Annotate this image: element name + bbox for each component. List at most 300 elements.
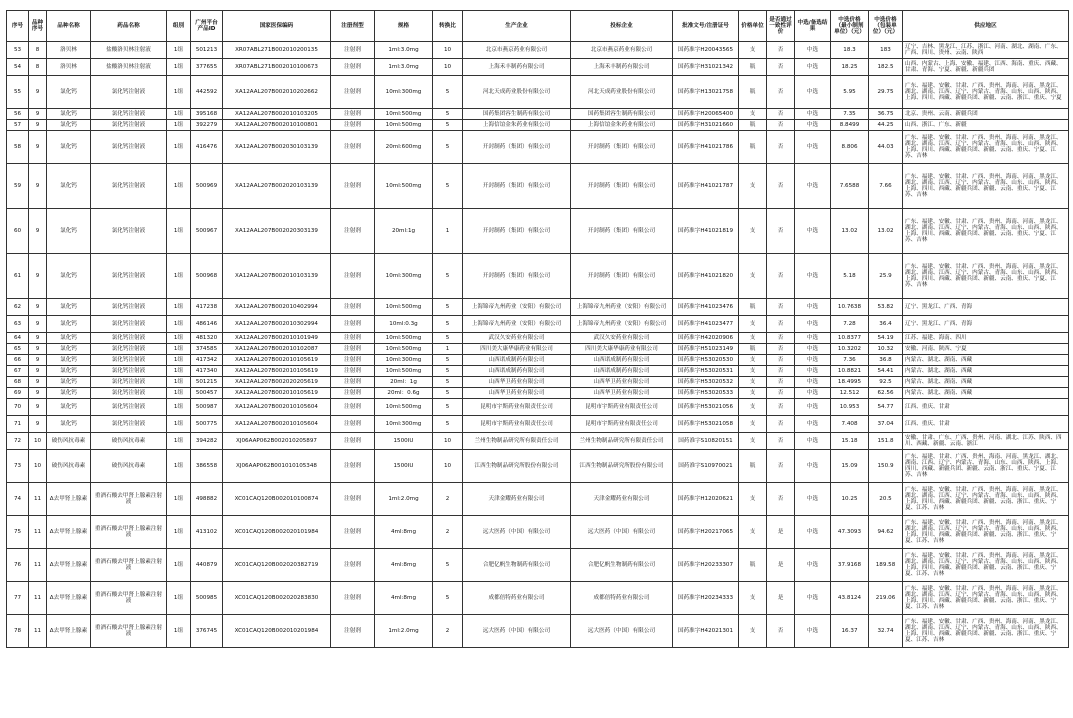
table-cell: 重酒石酸去甲肾上腺素注射液 — [91, 615, 167, 648]
table-cell: 盐酸洛贝林注射液 — [91, 59, 167, 76]
table-cell: 5 — [433, 254, 463, 299]
table-cell: 1组 — [167, 164, 191, 209]
table-cell: 氯化钙注射液 — [91, 299, 167, 316]
table-cell: 国药准字H41021787 — [673, 164, 739, 209]
table-cell: 7.35 — [831, 109, 869, 120]
table-cell: 否 — [767, 254, 795, 299]
table-cell: 5 — [433, 164, 463, 209]
table-cell: 国药准字H53020532 — [673, 377, 739, 388]
table-cell: 国药准字H20065400 — [673, 109, 739, 120]
table-row — [7, 316, 1069, 333]
table-cell: 9 — [29, 388, 47, 399]
table-row — [7, 42, 1069, 59]
table-cell: 25.9 — [869, 254, 903, 299]
table-cell: 洛贝林 — [47, 42, 91, 59]
table-cell: 辽宁、黑龙江、广西、青海 — [903, 316, 1069, 333]
table-cell: 开封制药（集团）有限公司 — [463, 131, 571, 164]
table-cell: 8.806 — [831, 131, 869, 164]
table-cell: XA12AAL207B002010101949 — [223, 333, 331, 344]
table-cell: 氯化钙注射液 — [91, 76, 167, 109]
table-cell: 国药准字H53020530 — [673, 355, 739, 366]
table-cell: 上海信谊金朱药业有限公司 — [463, 120, 571, 131]
table-cell: 9 — [29, 76, 47, 109]
table-cell: 否 — [767, 366, 795, 377]
table-row — [7, 549, 1069, 582]
table-cell: XC01CAQ120B002010201984 — [223, 615, 331, 648]
table-cell: 36.8 — [869, 355, 903, 366]
table-cell: 注射剂 — [331, 582, 375, 615]
table-cell: 内蒙古、湖北、湖南、西藏 — [903, 377, 1069, 388]
table-cell: XA12AAL207B002010103139 — [223, 254, 331, 299]
table-cell: 氯化钙 — [47, 109, 91, 120]
table-cell: 注射剂 — [331, 399, 375, 416]
table-cell: 否 — [767, 76, 795, 109]
table-cell: 18.25 — [831, 59, 869, 76]
table-cell: 氯化钙注射液 — [91, 254, 167, 299]
table-cell: 417340 — [191, 366, 223, 377]
table-cell: 安徽、甘肃、广东、广西、贵州、河南、湖北、江苏、陕西、四川、西藏、新疆、云南、浙江 — [903, 433, 1069, 450]
table-cell: 62.56 — [869, 388, 903, 399]
table-cell: 5 — [433, 333, 463, 344]
table-cell: 山西华卫药业有限公司 — [571, 377, 673, 388]
table-cell: 66 — [7, 355, 29, 366]
table-cell: 四川美大康华康药业有限公司 — [463, 344, 571, 355]
table-cell: 国药集团容生制药有限公司 — [463, 109, 571, 120]
table-cell: 瓶 — [739, 120, 767, 131]
table-cell: XA12AAL207B002010202662 — [223, 76, 331, 109]
table-cell: 兰州生物制品研究所有限责任公司 — [463, 433, 571, 450]
table-cell: 中选 — [795, 399, 831, 416]
table-cell: 394282 — [191, 433, 223, 450]
table-cell: 1组 — [167, 416, 191, 433]
table-cell: 77 — [7, 582, 29, 615]
table-cell: 392279 — [191, 120, 223, 131]
table-cell: 氯化钙注射液 — [91, 109, 167, 120]
table-cell: 9 — [29, 164, 47, 209]
table-cell: 10.3202 — [831, 344, 869, 355]
header-cell: 中选价格（包装单位）（元） — [869, 11, 903, 42]
table-cell: 63 — [7, 316, 29, 333]
table-cell: 1组 — [167, 299, 191, 316]
table-cell: 国药准字H20217065 — [673, 516, 739, 549]
table-cell: 中选 — [795, 316, 831, 333]
table-cell: 国药准字H51023149 — [673, 344, 739, 355]
table-cell: 盐酸洛贝林注射液 — [91, 42, 167, 59]
table-cell: 2 — [433, 483, 463, 516]
table-cell: 否 — [767, 299, 795, 316]
table-cell: 氯化钙注射液 — [91, 355, 167, 366]
table-cell: 500775 — [191, 416, 223, 433]
table-cell: 10 — [29, 433, 47, 450]
header-cell: 转换比 — [433, 11, 463, 42]
table-cell: 59 — [7, 164, 29, 209]
table-header — [7, 11, 1069, 42]
table-cell: XA12AAL207B002010103205 — [223, 109, 331, 120]
table-cell: 92.5 — [869, 377, 903, 388]
table-cell: 国药准字H12020621 — [673, 483, 739, 516]
table-cell: 广东、福建、安徽、甘肃、广西、贵州、海南、河南、黑龙江、湖北、湖南、江西、辽宁、内蒙古、青海、山东、山西、陕西、上海、四川、西藏、新疆兵团、新疆、云南、浙江、重庆、宁夏、江苏、吉林 — [903, 582, 1069, 615]
table-cell: 辽宁、黑龙江、广西、青海 — [903, 299, 1069, 316]
table-cell: 10ml:300mg — [375, 76, 433, 109]
table-cell: 1组 — [167, 42, 191, 59]
table-cell: 1组 — [167, 582, 191, 615]
table-cell: 破伤风抗毒素 — [47, 433, 91, 450]
table-cell: 是 — [767, 582, 795, 615]
table-cell: 5 — [433, 366, 463, 377]
table-cell: 支 — [739, 399, 767, 416]
table-cell: 否 — [767, 433, 795, 450]
table-cell: XA12AAL207B002010402994 — [223, 299, 331, 316]
table-cell: 瓶 — [739, 59, 767, 76]
table-cell: 广东、福建、安徽、甘肃、广西、贵州、海南、河南、黑龙江、湖北、湖南、江西、辽宁、内蒙古、青海、山东、山西、陕西、上海、四川、西藏、新疆兵团、新疆、云南、重庆、宁夏、江苏、吉林 — [903, 164, 1069, 209]
table-cell: 瓶 — [739, 549, 767, 582]
header-cell: 品种序号 — [29, 11, 47, 42]
table-cell: 7.66 — [869, 164, 903, 209]
table-cell: 374585 — [191, 344, 223, 355]
table-cell: XA12AAL207B002010105604 — [223, 399, 331, 416]
table-cell: 注射剂 — [331, 59, 375, 76]
table-cell: 注射剂 — [331, 164, 375, 209]
header-cell: 广州平台产品ID — [191, 11, 223, 42]
table-row — [7, 582, 1069, 615]
table-cell: 10ml:300mg — [375, 355, 433, 366]
header-cell: 是否通过一致性评价 — [767, 11, 795, 42]
table-cell: XJ06AAP062B002010205897 — [223, 433, 331, 450]
table-cell: 10.25 — [831, 483, 869, 516]
table-cell: XC01CAQ120B002020283830 — [223, 582, 331, 615]
table-cell: 500985 — [191, 582, 223, 615]
table-cell: 11 — [29, 483, 47, 516]
table-cell: 29.75 — [869, 76, 903, 109]
table-cell: 1组 — [167, 549, 191, 582]
table-cell: 瓶 — [739, 299, 767, 316]
table-cell: 5 — [433, 377, 463, 388]
table-row — [7, 416, 1069, 433]
table-cell: 5.95 — [831, 76, 869, 109]
table-cell: 山西、内蒙古、上海、安徽、福建、江西、海南、重庆、西藏、甘肃、青海、宁夏、新疆、新疆兵团 — [903, 59, 1069, 76]
table-cell: 61 — [7, 254, 29, 299]
table-row — [7, 164, 1069, 209]
table-cell: 1 — [433, 209, 463, 254]
table-cell: 43.8124 — [831, 582, 869, 615]
table-cell: 10ml:500mg — [375, 366, 433, 377]
table-cell: 500987 — [191, 399, 223, 416]
table-cell: 中选 — [795, 299, 831, 316]
table-cell: 1组 — [167, 366, 191, 377]
table-cell: 中选 — [795, 109, 831, 120]
table-cell: 10ml:500mg — [375, 299, 433, 316]
table-cell: 10ml:300mg — [375, 416, 433, 433]
table-cell: 78 — [7, 615, 29, 648]
table-cell: XA12AAL207B002010100801 — [223, 120, 331, 131]
table-cell: 4ml:8mg — [375, 582, 433, 615]
table-cell: 5 — [433, 416, 463, 433]
table-cell: 11 — [29, 516, 47, 549]
table-row — [7, 109, 1069, 120]
table-cell: 山西诺成制药有限公司 — [463, 355, 571, 366]
table-cell: 注射剂 — [331, 316, 375, 333]
table-cell: 国药准字H31021660 — [673, 120, 739, 131]
table-cell: 5 — [433, 76, 463, 109]
table-cell: 开封制药（集团）有限公司 — [571, 209, 673, 254]
table-row — [7, 299, 1069, 316]
table-cell: 10ml:500mg — [375, 399, 433, 416]
table-cell: 瓶 — [739, 131, 767, 164]
table-cell: 重酒石酸去甲肾上腺素注射液 — [91, 582, 167, 615]
table-cell: 上海锦帝九州药业（安阳）有限公司 — [463, 299, 571, 316]
table-cell: 1组 — [167, 433, 191, 450]
table-cell: 8 — [29, 59, 47, 76]
table-cell: 洛贝林 — [47, 59, 91, 76]
table-cell: 广东、福建、安徽、甘肃、广西、贵州、海南、河南、黑龙江、湖北、湖南、江西、辽宁、内蒙古、青海、山东、山西、陕西、上海、四川、西藏、新疆兵团、新疆、云南、浙江、重庆、宁夏、江苏、吉林 — [903, 483, 1069, 516]
table-cell: 7.36 — [831, 355, 869, 366]
table-cell: 支 — [739, 333, 767, 344]
table-cell: 广东、福建、甘肃、广西、贵州、海南、河南、黑龙江、湖北、湖南、江西、辽宁、内蒙古、青海、山东、山西、陕西、上海、四川、西藏、新疆兵团、新疆、云南、浙江、重庆、宁夏、江苏、吉林 — [903, 450, 1069, 483]
table-cell: XC01CAQ120B002010100874 — [223, 483, 331, 516]
table-cell: 否 — [767, 615, 795, 648]
table-cell: 417342 — [191, 355, 223, 366]
table-cell: 72 — [7, 433, 29, 450]
table-cell: 辽宁、吉林、黑龙江、江苏、浙江、河南、湖北、湖南、广东、广西、四川、贵州、云南、陕西 — [903, 42, 1069, 59]
table-cell: 氯化钙 — [47, 254, 91, 299]
table-cell: 国药准字H53021058 — [673, 416, 739, 433]
table-cell: 否 — [767, 344, 795, 355]
table-cell: 注射剂 — [331, 615, 375, 648]
table-cell: 破伤风抗毒素 — [91, 450, 167, 483]
header-cell: 国家医保编码 — [223, 11, 331, 42]
table-cell: 62 — [7, 299, 29, 316]
table-cell: 中选 — [795, 615, 831, 648]
table-cell: 成都倍特药业有限公司 — [571, 582, 673, 615]
table-cell: XA12AAL207B002030103139 — [223, 131, 331, 164]
table-cell: 破伤风抗毒素 — [47, 450, 91, 483]
table-cell: 支 — [739, 433, 767, 450]
table-cell: 189.58 — [869, 549, 903, 582]
table-cell: 广东、福建、安徽、甘肃、广西、贵州、海南、河南、黑龙江、湖北、湖南、江西、辽宁、内蒙古、青海、山东、山西、陕西、上海、四川、西藏、新疆兵团、新疆、云南、重庆、宁夏、江苏、吉林 — [903, 131, 1069, 164]
header-cell: 批准文号/注册证号 — [673, 11, 739, 42]
table-cell: 氯化钙 — [47, 355, 91, 366]
table-cell: 国药准字H41023476 — [673, 299, 739, 316]
table-cell: XR07ABL271B002010100673 — [223, 59, 331, 76]
table-cell: 注射剂 — [331, 516, 375, 549]
table-cell: 国药准字H13021758 — [673, 76, 739, 109]
table-cell: 10.7638 — [831, 299, 869, 316]
table-cell: 417238 — [191, 299, 223, 316]
table-cell: 破伤风抗毒素 — [91, 433, 167, 450]
table-cell: 500968 — [191, 254, 223, 299]
table-cell: XC01CAQ120B002020382719 — [223, 549, 331, 582]
table-cell: 中选 — [795, 355, 831, 366]
table-cell: 12.512 — [831, 388, 869, 399]
table-cell: 中选 — [795, 366, 831, 377]
table-cell: 注射剂 — [331, 549, 375, 582]
table-cell: 182.5 — [869, 59, 903, 76]
table-cell: 416476 — [191, 131, 223, 164]
table-cell: 广东、福建、安徽、甘肃、广西、贵州、海南、河南、黑龙江、湖北、湖南、江西、辽宁、内蒙古、青海、山东、山西、陕西、上海、四川、西藏、新疆兵团、新疆、云南、浙江、重庆、宁夏、江苏、吉林 — [903, 615, 1069, 648]
table-cell: 9 — [29, 316, 47, 333]
table-cell: 是 — [767, 549, 795, 582]
table-cell: XA12AAL207B002010105604 — [223, 416, 331, 433]
table-cell: 500967 — [191, 209, 223, 254]
table-cell: Δ去甲肾上腺素 — [47, 549, 91, 582]
table-cell: 5 — [433, 299, 463, 316]
table-cell: 150.9 — [869, 450, 903, 483]
table-cell: 1ml:2.0mg — [375, 483, 433, 516]
table-row — [7, 209, 1069, 254]
table-cell: 注射剂 — [331, 131, 375, 164]
table-cell: 否 — [767, 377, 795, 388]
table-cell: 中选 — [795, 42, 831, 59]
table-row — [7, 254, 1069, 299]
table-cell: 395168 — [191, 109, 223, 120]
table-cell: 国药准字H20233307 — [673, 549, 739, 582]
table-cell: 武汉久安药业有限公司 — [571, 333, 673, 344]
table-row — [7, 483, 1069, 516]
table-cell: 53 — [7, 42, 29, 59]
table-cell: 氯化钙注射液 — [91, 333, 167, 344]
table-cell: 中选 — [795, 209, 831, 254]
table-cell: 国药准字H41023477 — [673, 316, 739, 333]
table-cell: 10 — [433, 433, 463, 450]
table-cell: 20ml:1g — [375, 209, 433, 254]
table-cell: 注射剂 — [331, 377, 375, 388]
table-cell: 中选 — [795, 388, 831, 399]
table-cell: 486146 — [191, 316, 223, 333]
table-row — [7, 377, 1069, 388]
table-cell: 9 — [29, 399, 47, 416]
table-cell: 否 — [767, 483, 795, 516]
table-cell: 20ml：0.6g — [375, 388, 433, 399]
table-cell: 15.09 — [831, 450, 869, 483]
table-cell: 支 — [739, 164, 767, 209]
table-row — [7, 433, 1069, 450]
table-cell: 注射剂 — [331, 120, 375, 131]
header-cell: 中选/备选结果 — [795, 11, 831, 42]
table-cell: 上海禾丰制药有限公司 — [463, 59, 571, 76]
table-cell: 中选 — [795, 549, 831, 582]
table-row — [7, 388, 1069, 399]
table-cell: 11 — [29, 582, 47, 615]
table-cell: 否 — [767, 59, 795, 76]
table-cell: 氯化钙注射液 — [91, 316, 167, 333]
table-cell: 481320 — [191, 333, 223, 344]
table-cell: 江西生物制品研究所股份有限公司 — [463, 450, 571, 483]
table-cell: 71 — [7, 416, 29, 433]
table-cell: 支 — [739, 615, 767, 648]
table-cell: 1500IU — [375, 433, 433, 450]
table-cell: 氯化钙 — [47, 377, 91, 388]
table-cell: 9 — [29, 299, 47, 316]
table-cell: 支 — [739, 388, 767, 399]
table-cell: 9 — [29, 333, 47, 344]
table-cell: 国药准字H42021301 — [673, 615, 739, 648]
table-cell: 国药集团容生制药有限公司 — [571, 109, 673, 120]
table-cell: 13.02 — [869, 209, 903, 254]
table-cell: 44.25 — [869, 120, 903, 131]
table-cell: 瓶 — [739, 450, 767, 483]
table-cell: 上海锦帝九州药业（安阳）有限公司 — [571, 299, 673, 316]
table-cell: Δ去甲肾上腺素 — [47, 615, 91, 648]
table-cell: 54.77 — [869, 399, 903, 416]
table-cell: 67 — [7, 366, 29, 377]
table-cell: 氯化钙 — [47, 366, 91, 377]
table-cell: 413102 — [191, 516, 223, 549]
table-cell: 注射剂 — [331, 344, 375, 355]
table-cell: 天津金耀药业有限公司 — [463, 483, 571, 516]
table-cell: 合肥亿帆生物制药有限公司 — [463, 549, 571, 582]
table-cell: 江苏、福建、海南、四川 — [903, 333, 1069, 344]
table-cell: 支 — [739, 483, 767, 516]
table-cell: 开封制药（集团）有限公司 — [571, 254, 673, 299]
table-cell: 60 — [7, 209, 29, 254]
table-cell: 8.8499 — [831, 120, 869, 131]
table-cell: 10.32 — [869, 344, 903, 355]
table-cell: XR07ABL271B002010200135 — [223, 42, 331, 59]
table-cell: 68 — [7, 377, 29, 388]
table-cell: 氯化钙注射液 — [91, 344, 167, 355]
header-cell: 规格 — [375, 11, 433, 42]
table-cell: 开封制药（集团）有限公司 — [463, 209, 571, 254]
table-cell: 75 — [7, 516, 29, 549]
table-cell: 否 — [767, 388, 795, 399]
table-cell: 1组 — [167, 450, 191, 483]
table-cell: 18.4995 — [831, 377, 869, 388]
table-cell: 注射剂 — [331, 433, 375, 450]
table-cell: 否 — [767, 109, 795, 120]
table-cell: 9 — [29, 109, 47, 120]
table-cell: Δ去甲肾上腺素 — [47, 483, 91, 516]
table-cell: 1组 — [167, 76, 191, 109]
table-cell: 瓶 — [739, 344, 767, 355]
table-cell: 支 — [739, 109, 767, 120]
table-cell: 氯化钙 — [47, 164, 91, 209]
table-cell: XA12AAL207B002010102087 — [223, 344, 331, 355]
table-cell: 支 — [739, 416, 767, 433]
table-cell: 中选 — [795, 516, 831, 549]
table-cell: 1ml:3.0mg — [375, 59, 433, 76]
header-cell: 注册剂型 — [331, 11, 375, 42]
table-cell: 74 — [7, 483, 29, 516]
table-cell: 氯化钙 — [47, 399, 91, 416]
table-cell: 5 — [433, 120, 463, 131]
table-cell: 北京市燕京药业有限公司 — [463, 42, 571, 59]
table-cell: 498882 — [191, 483, 223, 516]
table-cell: 氯化钙 — [47, 344, 91, 355]
table-cell: 昆明市宇斯药业有限责任公司 — [571, 399, 673, 416]
table-cell: 国药准字H20234333 — [673, 582, 739, 615]
table-cell: 20.5 — [869, 483, 903, 516]
table-cell: 氯化钙注射液 — [91, 164, 167, 209]
table-cell: 501213 — [191, 42, 223, 59]
table-cell: 山西诺成制药有限公司 — [571, 366, 673, 377]
table-cell: 国药准字H42020906 — [673, 333, 739, 344]
header-row — [7, 11, 1069, 42]
table-cell: Δ去甲肾上腺素 — [47, 582, 91, 615]
table-cell: 国药准字H31021342 — [673, 59, 739, 76]
table-cell: XA12AAL207B002020303139 — [223, 209, 331, 254]
table-cell: 10ml:500mg — [375, 344, 433, 355]
table-cell: 54.19 — [869, 333, 903, 344]
table-cell: 151.8 — [869, 433, 903, 450]
table-cell: 注射剂 — [331, 42, 375, 59]
table-cell: 氯化钙 — [47, 316, 91, 333]
table-cell: 否 — [767, 42, 795, 59]
table-cell: 1组 — [167, 120, 191, 131]
procurement-results-table — [6, 10, 1069, 648]
table-cell: 1ml:2.0mg — [375, 615, 433, 648]
table-cell: 1组 — [167, 254, 191, 299]
table-cell: 支 — [739, 209, 767, 254]
